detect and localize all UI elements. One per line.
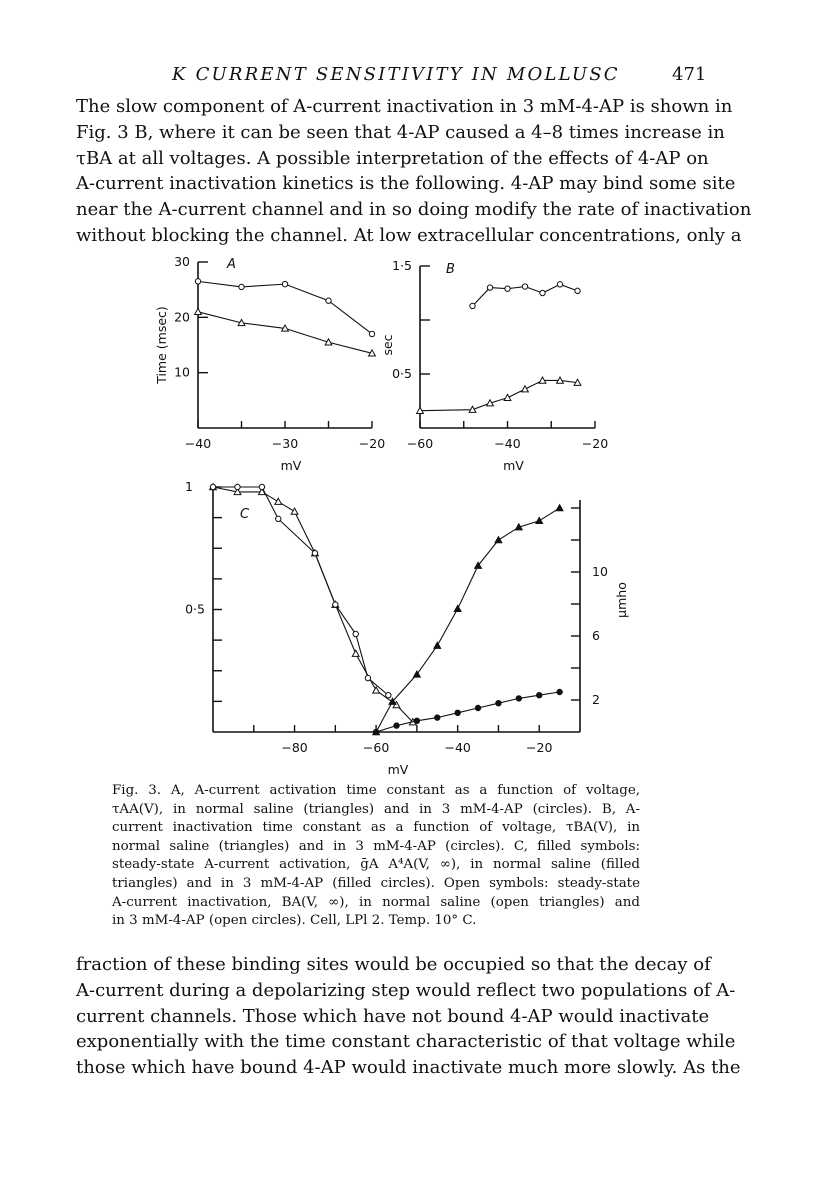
x-axis-label: mV	[280, 458, 302, 473]
series-line	[376, 508, 559, 732]
data-point	[487, 285, 492, 290]
text-line: exponentially with the time constant characteristic of that voltage while	[76, 1031, 736, 1053]
x-tick-label: −40	[494, 436, 521, 451]
data-point	[557, 282, 562, 287]
data-point	[282, 281, 287, 286]
y-tick-label: 10	[174, 364, 190, 380]
data-point	[556, 505, 563, 511]
data-point	[259, 484, 264, 489]
text-line: fraction of these binding sites would be occupied so that the decay of	[76, 954, 711, 975]
caption-line: steady-state A-current activation, ḡA A⁴A(V, ∞), in normal saline (filled	[112, 857, 640, 873]
y-tick-label: 1·5	[392, 258, 412, 273]
data-point	[312, 550, 317, 555]
text-line: those which have bound 4-AP would inactivate much more slowly. As the	[76, 1057, 741, 1079]
y2-tick-label: 10	[592, 564, 608, 579]
caption-line: τAA(V), in normal saline (triangles) and in 3 mM-4-AP (circles). B, A-	[112, 801, 640, 817]
data-point	[394, 723, 399, 728]
x-tick-label: −40	[444, 740, 471, 755]
x-axis-label: mV	[503, 458, 524, 473]
data-point	[239, 284, 244, 289]
caption-line: current inactivation time constant as a function of voltage, τBA(V), in	[112, 820, 640, 836]
data-point	[353, 631, 358, 636]
x-tick-label: −60	[406, 436, 434, 451]
data-point	[575, 288, 580, 293]
data-point	[540, 290, 545, 295]
data-point	[496, 701, 501, 706]
text-line: current channels. Those which have not bound 4-AP would inactivate	[76, 1005, 710, 1027]
data-point	[195, 308, 202, 314]
data-point	[470, 303, 475, 308]
data-point	[365, 675, 370, 680]
x-tick-label: −30	[271, 436, 299, 451]
data-point	[369, 331, 374, 336]
data-point	[522, 386, 529, 392]
page-number: 471	[672, 64, 707, 85]
x-tick-label: −80	[281, 740, 308, 755]
y2-tick-label: 6	[592, 628, 600, 643]
y-tick-label: 20	[174, 309, 190, 325]
data-point	[373, 687, 380, 693]
series-line	[213, 487, 413, 722]
series-line	[420, 380, 578, 410]
caption-line: Fig. 3. A, A-current activation time constant as a function of voltage,	[112, 783, 640, 798]
text-line: A-current during a depolarizing step would reflect two populations of A-	[76, 979, 736, 1001]
caption-line: normal saline (triangles) and in 3 mM-4-AP (circles). C, filled symbols:	[112, 838, 640, 854]
data-point	[557, 689, 562, 694]
data-point	[504, 394, 511, 400]
data-point	[495, 537, 502, 543]
figure-caption	[112, 782, 640, 931]
text-line: A-current inactivation kinetics is the following. 4-AP may bind some site	[76, 173, 736, 195]
x-tick-label: −20	[358, 436, 386, 451]
data-point	[434, 642, 441, 648]
data-point	[516, 696, 521, 701]
x-tick-label: −20	[581, 436, 609, 451]
y-axis-label: Time (msec)	[154, 306, 169, 384]
data-point	[235, 484, 240, 489]
caption-line: A-current inactivation, BA(V, ∞), in normal saline (open triangles) and	[112, 894, 640, 910]
data-point	[386, 693, 391, 698]
caption-line: in 3 mM-4-AP (open circles). Cell, LPl 2. Temp. 10° C.	[112, 913, 477, 929]
y2-axis-label: μmho	[614, 582, 629, 618]
y-axis-label: sec	[380, 334, 395, 356]
data-point	[454, 605, 461, 611]
y-tick-label: 0·5	[392, 366, 412, 381]
paragraph-bottom	[76, 952, 741, 1081]
data-point	[522, 284, 527, 289]
panel-label: A	[227, 257, 236, 272]
series-line	[198, 312, 372, 354]
data-point	[475, 705, 480, 710]
data-point	[210, 484, 215, 489]
text-line: Fig. 3 B, where it can be seen that 4-AP caused a 4–8 times increase in	[76, 121, 725, 143]
data-point	[537, 693, 542, 698]
data-point	[291, 508, 298, 514]
panel-label: B	[446, 262, 455, 277]
data-point	[435, 715, 440, 720]
data-point	[414, 718, 419, 723]
data-point	[536, 517, 543, 523]
data-point	[326, 298, 331, 303]
caption-line: triangles) and in 3 mM-4-AP (filled circles). Open symbols: steady-state	[112, 875, 640, 891]
data-point	[505, 286, 510, 291]
y-tick-label: 1	[185, 479, 193, 494]
data-point	[373, 729, 378, 734]
running-title: K CURRENT SENSITIVITY IN MOLLUSC	[172, 64, 620, 85]
text-line: without blocking the channel. At low extracellular concentrations, only a	[76, 224, 742, 246]
data-point	[275, 498, 282, 504]
x-tick-label: −40	[184, 436, 212, 451]
y-tick-label: 30	[174, 254, 190, 269]
text-line: The slow component of A-current inactivation in 3 mM-4-AP is shown in	[76, 96, 733, 117]
y2-tick-label: 2	[592, 692, 600, 707]
x-tick-label: −60	[362, 740, 390, 755]
text-line: near the A-current channel and in so doing modify the rate of inactivation	[76, 199, 752, 221]
panel-label: C	[240, 507, 250, 522]
data-point	[195, 279, 200, 284]
data-point	[352, 650, 359, 656]
x-axis-label: mV	[387, 762, 409, 777]
x-tick-label: −20	[526, 740, 553, 755]
text-line: τBA at all voltages. A possible interpretation of the effects of 4-AP on	[76, 147, 709, 169]
data-point	[455, 710, 460, 715]
data-point	[333, 602, 338, 607]
data-point	[276, 516, 281, 521]
y-tick-label: 0·5	[185, 601, 205, 617]
